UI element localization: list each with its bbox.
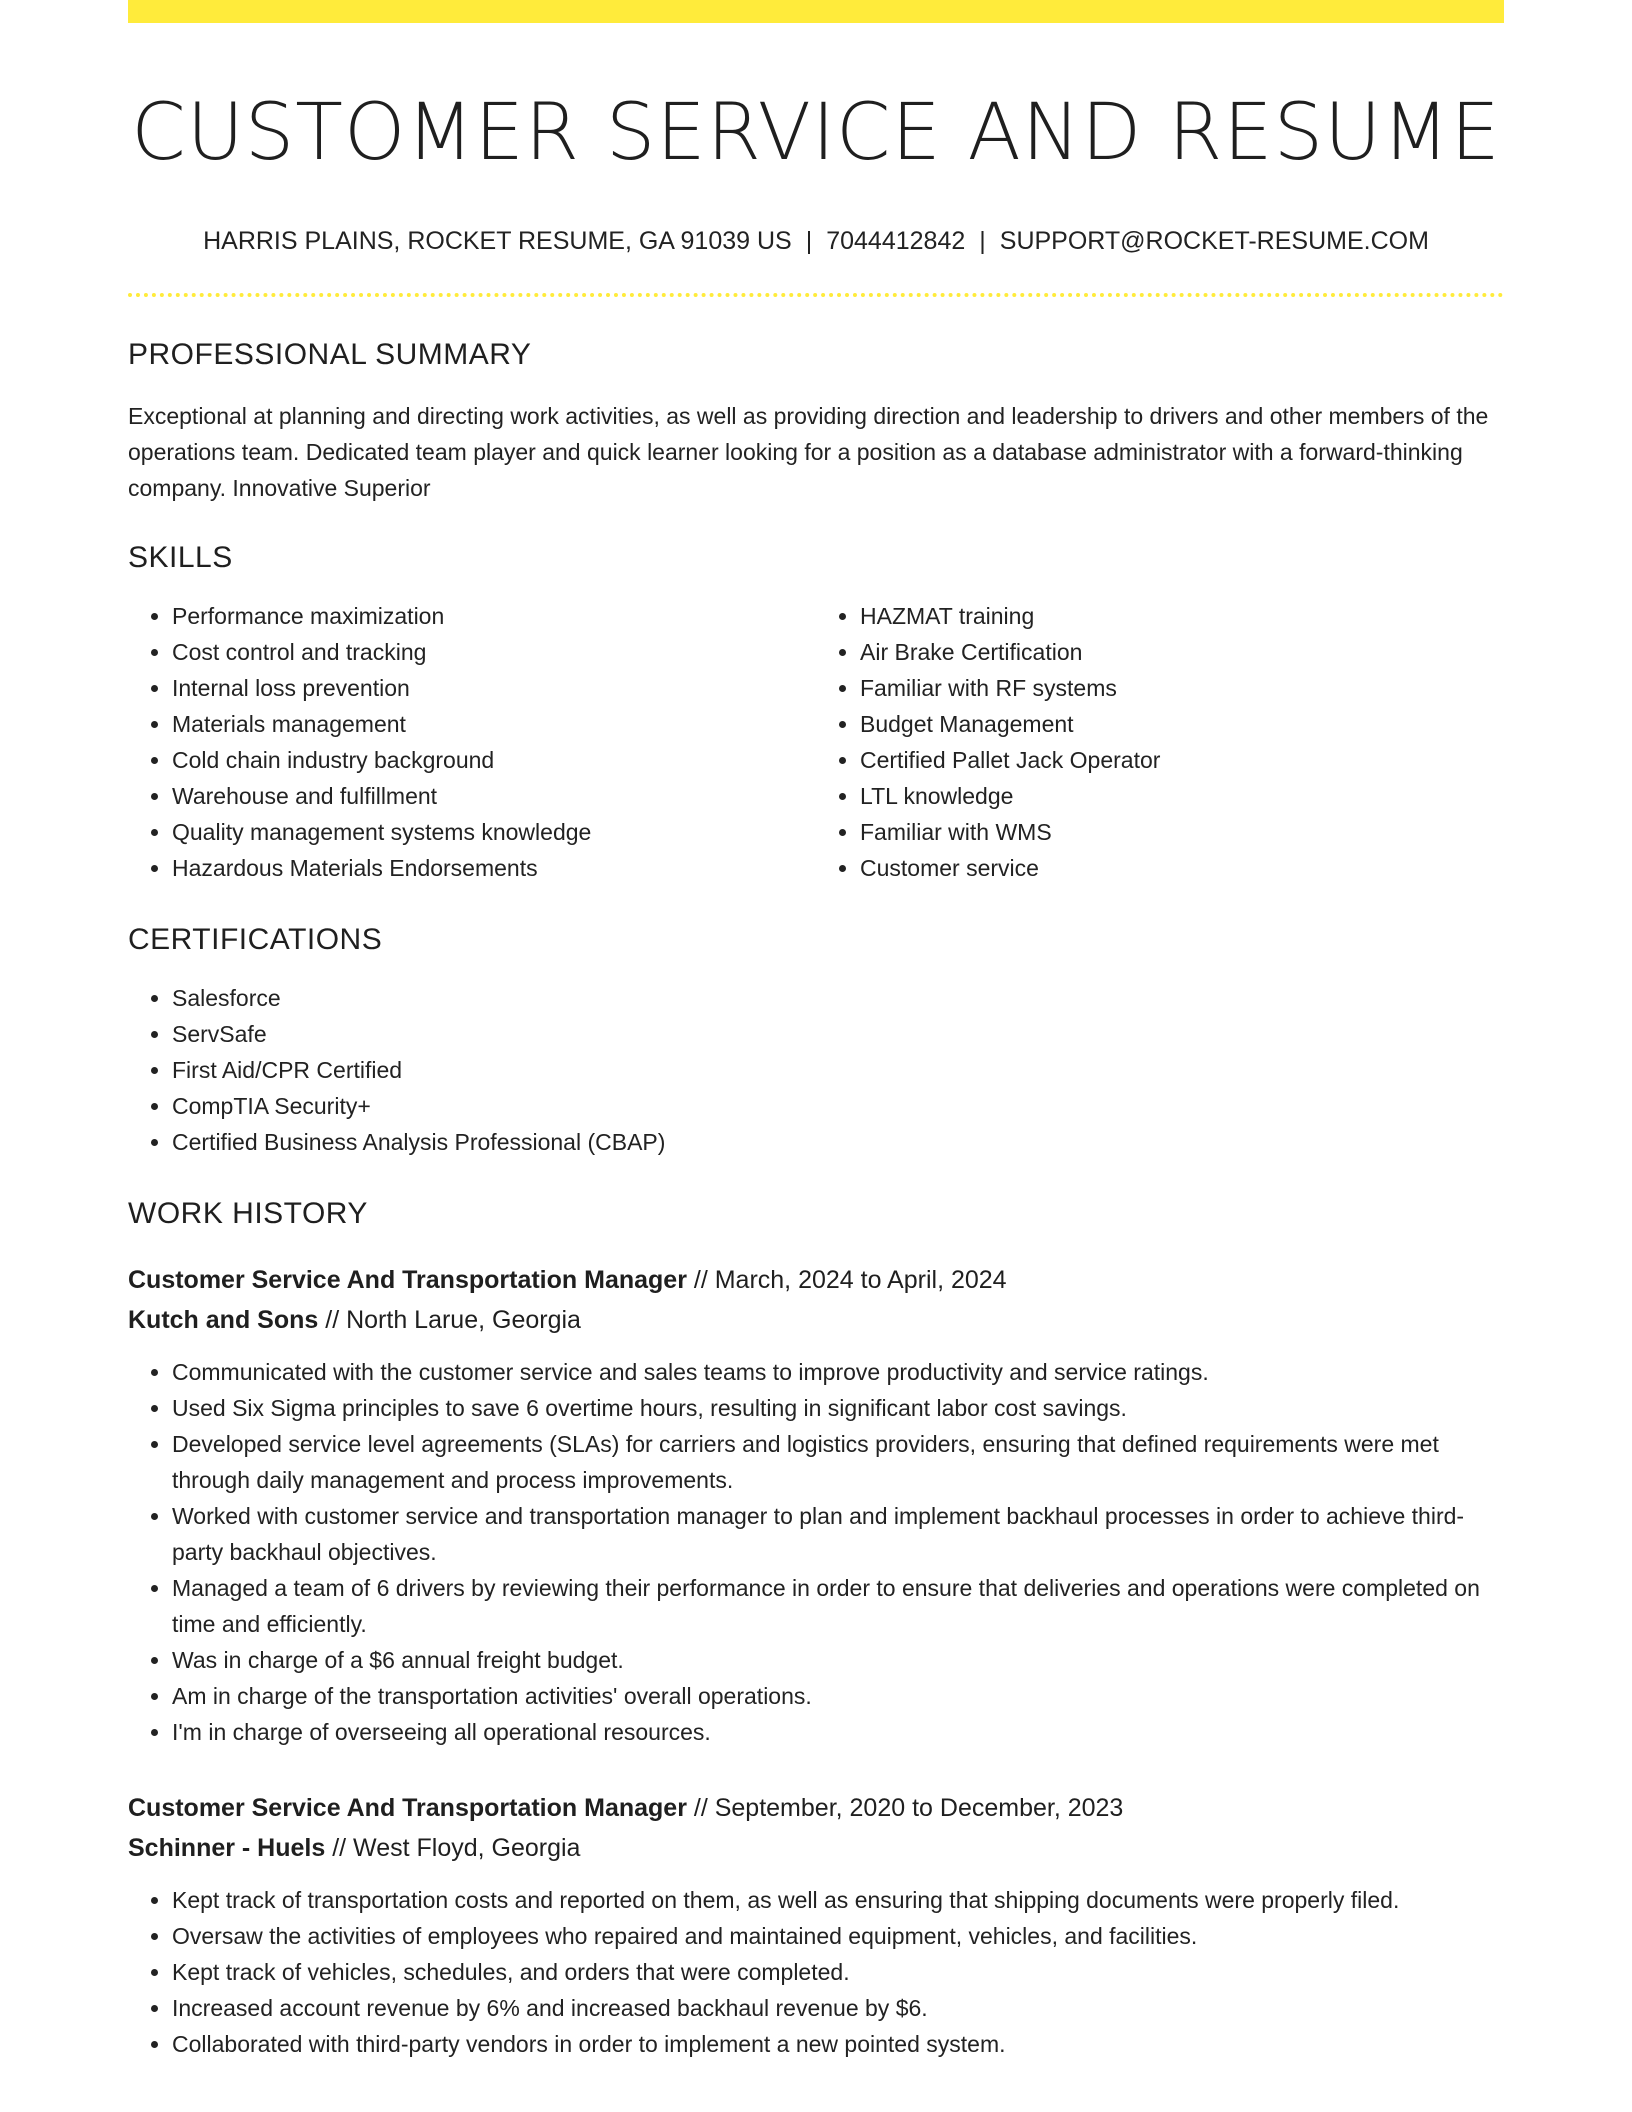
job-location: // North Larue, Georgia: [325, 1306, 581, 1334]
job-bullet: • Used Six Sigma principles to save 6 overtime hours, resulting in significant labor cost savings.: [172, 1390, 1504, 1426]
certification-item: • Salesforce: [172, 980, 1504, 1016]
job-bullet: • I'm in charge of overseeing all operational resources.: [172, 1714, 1504, 1750]
job-dates: // September, 2020 to December, 2023: [693, 1794, 1124, 1822]
job-bullet-list: [128, 1354, 1504, 1750]
job-bullet: • Am in charge of the transportation activities' overall operations.: [172, 1678, 1504, 1714]
dotted-divider: [128, 293, 1504, 297]
skill-item: • HAZMAT training: [860, 598, 1504, 634]
job-bullet: • Developed service level agreements (SLAs) for carriers and logistics providers, ensuring that defined requirements were met through daily management and process improvements.: [172, 1426, 1504, 1498]
job-bullet: • Increased account revenue by 6% and increased backhaul revenue by $6.: [172, 1990, 1504, 2026]
contact-line: [128, 225, 1504, 257]
job-bullet: • Collaborated with third-party vendors in order to implement a new pointed system.: [172, 2026, 1504, 2062]
skills-columns: [128, 598, 1504, 886]
certification-item: • ServSafe: [172, 1016, 1504, 1052]
job-role-line: [128, 1788, 1504, 1828]
job-bullet: • Managed a team of 6 drivers by reviewing their performance in order to ensure that deliveries and operations were completed on time and efficiently.: [172, 1570, 1504, 1642]
skill-item: • Hazardous Materials Endorsements: [172, 850, 816, 886]
skill-item: • Cost control and tracking: [172, 634, 816, 670]
job-bullet: • Worked with customer service and transportation manager to plan and implement backhaul processes in order to achieve third-party backhaul objectives.: [172, 1498, 1504, 1570]
skill-item: • Familiar with RF systems: [860, 670, 1504, 706]
skill-item: • Cold chain industry background: [172, 742, 816, 778]
skill-item: • Quality management systems knowledge: [172, 814, 816, 850]
skill-item: • Warehouse and fulfillment: [172, 778, 816, 814]
job-company-line: [128, 1300, 1504, 1340]
job-bullet: • Oversaw the activities of employees who repaired and maintained equipment, vehicles, and facilities.: [172, 1918, 1504, 1954]
certification-item: • First Aid/CPR Certified: [172, 1052, 1504, 1088]
job-role: Customer Service And Transportation Manager: [128, 1266, 687, 1294]
certification-item: • CompTIA Security+: [172, 1088, 1504, 1124]
job-bullet-list: [128, 1882, 1504, 2062]
resume-name: CUSTOMER SERVICE AND RESUME: [131, 88, 1501, 178]
contact-separator: |: [805, 227, 813, 255]
certifications-heading: CERTIFICATIONS: [128, 923, 383, 956]
skill-item: • Budget Management: [860, 706, 1504, 742]
summary-text: Exceptional at planning and directing work activities, as well as providing direction and leadership to drivers and other members of the operations team. Dedicated team player and quick learner looking for a position as a database administrator with a forward-thinking company. Innovative Superior: [128, 403, 1489, 501]
job-entry: [128, 1260, 1504, 1750]
job-bullet: • Kept track of vehicles, schedules, and orders that were completed.: [172, 1954, 1504, 1990]
skill-item: • Materials management: [172, 706, 816, 742]
skills-list-right: [816, 598, 1504, 886]
job-location: // West Floyd, Georgia: [332, 1834, 581, 1862]
work-history-heading: WORK HISTORY: [128, 1197, 368, 1230]
job-company: Schinner - Huels: [128, 1834, 326, 1862]
job-company: Kutch and Sons: [128, 1306, 319, 1334]
contact-address: HARRIS PLAINS, ROCKET RESUME, GA 91039 US: [203, 227, 792, 255]
contact-phone: 7044412842: [826, 227, 966, 255]
skill-item: • LTL knowledge: [860, 778, 1504, 814]
resume-page: [128, 0, 1504, 2062]
job-entry: [128, 1788, 1504, 2062]
skill-item: • Internal loss prevention: [172, 670, 816, 706]
certifications-list: [128, 980, 1504, 1160]
contact-email: SUPPORT@ROCKET-RESUME.COM: [999, 227, 1429, 255]
skill-item: • Air Brake Certification: [860, 634, 1504, 670]
accent-top-bar: [128, 0, 1504, 23]
certification-item: • Certified Business Analysis Professional (CBAP): [172, 1124, 1504, 1160]
skill-item: • Customer service: [860, 850, 1504, 886]
skills-list-left: [128, 598, 816, 886]
skill-item: • Certified Pallet Jack Operator: [860, 742, 1504, 778]
summary-heading: PROFESSIONAL SUMMARY: [128, 338, 532, 371]
skills-heading: SKILLS: [128, 541, 233, 574]
job-bullet: • Kept track of transportation costs and reported on them, as well as ensuring that shipping documents were properly filed.: [172, 1882, 1504, 1918]
contact-separator: |: [979, 227, 986, 255]
job-bullet: • Communicated with the customer service and sales teams to improve productivity and service ratings.: [172, 1354, 1504, 1390]
job-dates: // March, 2024 to April, 2024: [693, 1266, 1007, 1294]
job-bullet: • Was in charge of a $6 annual freight budget.: [172, 1642, 1504, 1678]
job-role-line: [128, 1260, 1504, 1300]
job-company-line: [128, 1828, 1504, 1868]
job-role: Customer Service And Transportation Manager: [128, 1794, 687, 1822]
skill-item: • Familiar with WMS: [860, 814, 1504, 850]
skill-item: • Performance maximization: [172, 598, 816, 634]
